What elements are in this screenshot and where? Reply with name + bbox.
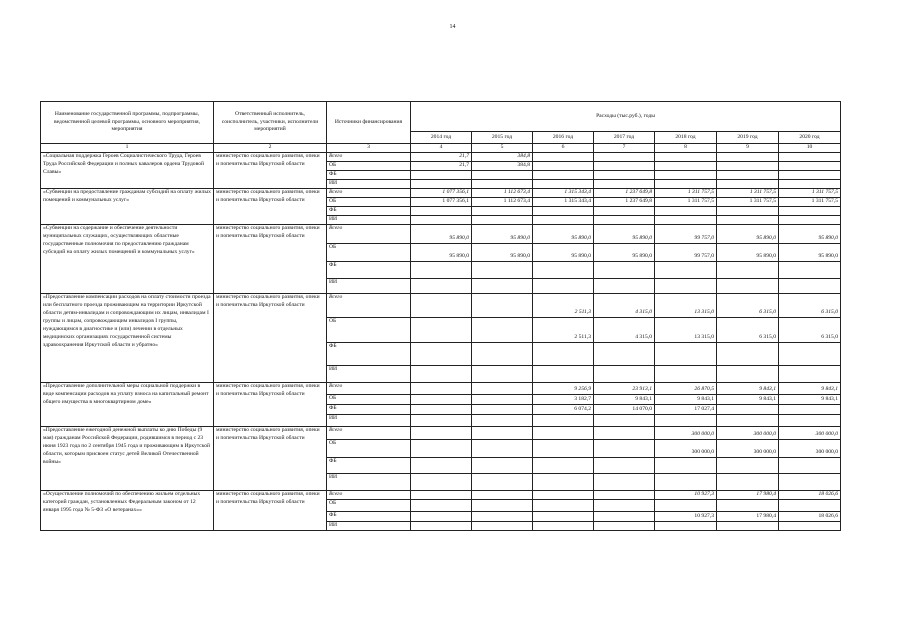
expense-value: 6 315,0 — [717, 317, 779, 342]
funding-source: ОБ — [327, 439, 411, 457]
expense-value — [594, 499, 655, 511]
expense-value: 300 000,0 — [717, 426, 779, 439]
expense-value: 2 511,3 — [533, 317, 594, 342]
expense-value: 1 311 757,5 — [717, 188, 779, 197]
expense-value: 95 890,0 — [411, 224, 472, 243]
funding-source: Всего — [327, 293, 411, 317]
expense-value: 300 000,0 — [655, 439, 717, 457]
funding-source: ИИ — [327, 278, 411, 293]
expense-value — [779, 278, 841, 293]
expense-value: 95 890,0 — [594, 243, 655, 261]
expense-value — [472, 404, 533, 414]
expense-value: 17 980,4 — [717, 490, 779, 499]
expense-value — [472, 511, 533, 521]
expense-value — [717, 342, 779, 365]
column-number: 10 — [779, 144, 841, 153]
expense-value — [411, 521, 472, 530]
expense-value: 1 315 343,4 — [533, 197, 594, 206]
expense-value — [655, 152, 717, 161]
expense-value — [779, 521, 841, 530]
expense-value — [779, 152, 841, 161]
expense-value — [655, 261, 717, 278]
expense-value — [472, 278, 533, 293]
table-row — [41, 426, 841, 439]
expense-value — [594, 457, 655, 473]
expense-value — [655, 161, 717, 170]
column-number: 4 — [411, 144, 472, 153]
expense-value — [411, 457, 472, 473]
expense-value: 1 237 649,8 — [594, 197, 655, 206]
expense-value — [594, 261, 655, 278]
expense-value: 9 843,1 — [717, 394, 779, 404]
expense-value — [594, 490, 655, 499]
expense-value — [717, 261, 779, 278]
expense-value — [594, 215, 655, 224]
expense-value — [533, 179, 594, 188]
expense-value — [533, 521, 594, 530]
expense-value — [472, 499, 533, 511]
expense-value: 9 843,1 — [655, 394, 717, 404]
expense-value — [411, 499, 472, 511]
expense-value — [472, 473, 533, 490]
expense-value: 384,8 — [472, 161, 533, 170]
table-row — [41, 188, 841, 197]
expense-value — [533, 490, 594, 499]
expense-value — [779, 414, 841, 426]
activity-name: «Субвенции на содержание и обеспечение деятельности муниципальных служащих, осуществляющих областные государственные полномочия по предоставлению гражданам субсидий на оплату жилых помещений и коммунальных услуг» — [41, 224, 214, 293]
expense-value — [594, 414, 655, 426]
funding-source: ФБ — [327, 404, 411, 414]
funding-source: ФБ — [327, 206, 411, 215]
expense-value: 17 027,4 — [655, 404, 717, 414]
expense-value — [717, 161, 779, 170]
expense-value — [717, 499, 779, 511]
expense-value: 1 311 757,5 — [779, 188, 841, 197]
expense-value: 95 890,0 — [411, 243, 472, 261]
expense-value — [533, 499, 594, 511]
page-number: 14 — [449, 24, 456, 30]
expense-value: 95 890,0 — [717, 243, 779, 261]
expense-value — [594, 473, 655, 490]
table-row — [41, 224, 841, 243]
budget-table — [40, 101, 841, 531]
expense-value — [594, 206, 655, 215]
column-number: 8 — [655, 144, 717, 153]
expense-value: 13 315,0 — [655, 293, 717, 317]
expense-value — [655, 499, 717, 511]
expense-value — [779, 457, 841, 473]
expense-value: 300 000,0 — [655, 426, 717, 439]
expense-value — [411, 317, 472, 342]
expense-value — [533, 439, 594, 457]
funding-source: Всего — [327, 382, 411, 394]
expense-value — [655, 365, 717, 382]
header-year: 2020 год — [779, 132, 841, 144]
expense-value — [472, 206, 533, 215]
expense-value — [472, 317, 533, 342]
expense-value — [717, 457, 779, 473]
expense-value — [411, 382, 472, 394]
expense-value: 384,8 — [472, 152, 533, 161]
expense-value — [717, 404, 779, 414]
expense-value — [411, 490, 472, 499]
expense-value — [472, 521, 533, 530]
expense-value: 9 843,1 — [779, 382, 841, 394]
expense-value — [717, 206, 779, 215]
expense-value — [411, 215, 472, 224]
expense-value — [533, 426, 594, 439]
responsible-executor: министерство социального развития, опеки и попечительства Иркутской области — [214, 152, 327, 188]
expense-value — [655, 206, 717, 215]
expense-value — [779, 342, 841, 365]
expense-value — [717, 215, 779, 224]
expense-value — [594, 170, 655, 179]
expense-value: 18 026,6 — [779, 511, 841, 521]
expense-value — [655, 179, 717, 188]
expense-value — [779, 499, 841, 511]
expense-value — [533, 161, 594, 170]
expense-value — [411, 342, 472, 365]
expense-value — [472, 293, 533, 317]
funding-source: ОБ — [327, 161, 411, 170]
expense-value — [533, 278, 594, 293]
expense-value — [411, 179, 472, 188]
expense-value — [594, 365, 655, 382]
expense-value — [779, 473, 841, 490]
expense-value — [472, 342, 533, 365]
expense-value — [594, 179, 655, 188]
funding-source: ИИ — [327, 179, 411, 188]
expense-value — [717, 170, 779, 179]
expense-value: 300 000,0 — [779, 439, 841, 457]
activity-name: «Предоставление ежегодной денежной выплаты ко дню Победы (9 мая) гражданам Российской Федерации, родившимся в период с 23 июня 1923 года по 2 сентября 1945 года и проживающим в Иркутской области, которым присвоен статус детей Великой Отечественной войны» — [41, 426, 214, 490]
expense-value: 1 311 757,5 — [655, 197, 717, 206]
expense-value: 6 315,0 — [779, 317, 841, 342]
expense-value: 21,7 — [411, 152, 472, 161]
responsible-executor: министерство социального развития, опеки и попечительства Иркутской области — [214, 426, 327, 490]
expense-value: 1 311 757,5 — [779, 197, 841, 206]
expense-value — [411, 439, 472, 457]
column-number: 7 — [594, 144, 655, 153]
funding-source: ФБ — [327, 511, 411, 521]
funding-source: Всего — [327, 426, 411, 439]
header-year: 2014 год — [411, 132, 472, 144]
expense-value: 18 026,6 — [779, 490, 841, 499]
funding-source: ОБ — [327, 499, 411, 511]
expense-value — [717, 473, 779, 490]
expense-value: 13 315,0 — [655, 317, 717, 342]
header-year: 2017 год — [594, 132, 655, 144]
expense-value — [779, 404, 841, 414]
expense-value: 9 256,9 — [533, 382, 594, 394]
header-program: Наименование государственной программы, подпрограммы, ведомственной целевой программы, основного мероприятия, мероприятия — [41, 102, 214, 144]
expense-value: 3 182,7 — [533, 394, 594, 404]
expense-value: 1 077 356,1 — [411, 197, 472, 206]
expense-value: 1 237 649,8 — [594, 188, 655, 197]
expense-value — [594, 426, 655, 439]
expense-value: 10 927,3 — [655, 490, 717, 499]
activity-name: «Субвенции на предоставление гражданам субсидий на оплату жилых помещений и коммунальных услуг» — [41, 188, 214, 224]
expense-value: 6 315,0 — [779, 293, 841, 317]
expense-value — [779, 215, 841, 224]
expense-value: 1 315 343,4 — [533, 188, 594, 197]
expense-value: 9 843,1 — [594, 394, 655, 404]
expense-value — [594, 161, 655, 170]
responsible-executor: министерство социального развития, опеки и попечительства Иркутской области — [214, 382, 327, 426]
expense-value — [717, 278, 779, 293]
header-year: 2016 год — [533, 132, 594, 144]
expense-value — [533, 414, 594, 426]
header-executor: Ответственный исполнитель, соисполнитель, участники, исполнители мероприятий — [214, 102, 327, 144]
funding-source: ИИ — [327, 521, 411, 530]
responsible-executor: министерство социального развития, опеки и попечительства Иркутской области — [214, 490, 327, 530]
expense-value — [717, 152, 779, 161]
expense-value — [779, 206, 841, 215]
expense-value: 4 315,0 — [594, 293, 655, 317]
expense-value — [472, 426, 533, 439]
expense-value — [533, 215, 594, 224]
funding-source: ИИ — [327, 414, 411, 426]
expense-value — [411, 293, 472, 317]
expense-value — [717, 414, 779, 426]
expense-value — [411, 170, 472, 179]
expense-value — [472, 414, 533, 426]
expense-value: 23 913,1 — [594, 382, 655, 394]
expense-value — [717, 179, 779, 188]
responsible-executor: министерство социального развития, опеки и попечительства Иркутской области — [214, 293, 327, 382]
expense-value: 99 757,0 — [655, 224, 717, 243]
funding-source: Всего — [327, 152, 411, 161]
expense-value: 1 311 757,5 — [717, 197, 779, 206]
expense-value — [411, 394, 472, 404]
expense-value — [472, 365, 533, 382]
table-row — [41, 382, 841, 394]
expense-value — [779, 170, 841, 179]
responsible-executor: министерство социального развития, опеки и попечительства Иркутской области — [214, 224, 327, 293]
expense-value — [411, 426, 472, 439]
header-year: 2018 год — [655, 132, 717, 144]
expense-value — [411, 278, 472, 293]
expense-value: 1 311 757,5 — [655, 188, 717, 197]
expense-value — [594, 342, 655, 365]
activity-name: «Социальная поддержка Героев Социалистического Труда, Героев Труда Российской Федерации и полных кавалеров ордена Трудовой Славы» — [41, 152, 214, 188]
column-number: 2 — [214, 144, 327, 153]
expense-value — [472, 439, 533, 457]
expense-value — [411, 365, 472, 382]
expense-value — [594, 521, 655, 530]
table-row — [41, 152, 841, 161]
expense-value — [533, 170, 594, 179]
expense-value — [472, 382, 533, 394]
funding-source: Всего — [327, 490, 411, 499]
expense-value: 95 890,0 — [779, 243, 841, 261]
expense-value — [779, 179, 841, 188]
activity-name: «Предоставление дополнительной меры социальной поддержки в виде компенсации расходов на уплату взноса на капитальный ремонт общего имущества в многоквартирном доме» — [41, 382, 214, 426]
expense-value: 2 511,3 — [533, 293, 594, 317]
expense-value — [655, 170, 717, 179]
expense-value: 95 890,0 — [717, 224, 779, 243]
column-number: 3 — [327, 144, 411, 153]
column-number: 5 — [472, 144, 533, 153]
expense-value — [655, 473, 717, 490]
expense-value: 1 112 673,4 — [472, 197, 533, 206]
table-body — [41, 152, 841, 530]
expense-value — [411, 511, 472, 521]
expense-value: 95 890,0 — [594, 224, 655, 243]
funding-source: ФБ — [327, 342, 411, 365]
expense-value: 95 890,0 — [472, 224, 533, 243]
expense-value — [533, 206, 594, 215]
expense-value — [533, 365, 594, 382]
expense-value: 9 843,1 — [779, 394, 841, 404]
column-number-row — [41, 144, 841, 153]
column-number: 1 — [41, 144, 214, 153]
expense-value — [594, 511, 655, 521]
expense-value — [533, 261, 594, 278]
funding-source: ИИ — [327, 365, 411, 382]
expense-value: 95 890,0 — [533, 224, 594, 243]
expense-value: 17 980,4 — [717, 511, 779, 521]
expense-value — [533, 473, 594, 490]
expense-value: 10 927,3 — [655, 511, 717, 521]
funding-source: ФБ — [327, 261, 411, 278]
expense-value: 6 315,0 — [717, 293, 779, 317]
header-expenses: Расходы (тыс.руб.), годы — [411, 102, 841, 132]
expense-value: 95 890,0 — [533, 243, 594, 261]
funding-source: ФБ — [327, 457, 411, 473]
column-number: 6 — [533, 144, 594, 153]
expense-value: 1 112 673,4 — [472, 188, 533, 197]
expense-value: 300 000,0 — [717, 439, 779, 457]
expense-value — [655, 414, 717, 426]
expense-value — [472, 457, 533, 473]
header-year: 2019 год — [717, 132, 779, 144]
expense-value — [779, 365, 841, 382]
funding-source: Всего — [327, 188, 411, 197]
expense-value — [411, 206, 472, 215]
funding-source: ИИ — [327, 473, 411, 490]
column-number: 9 — [717, 144, 779, 153]
expense-value: 9 843,1 — [717, 382, 779, 394]
expense-value: 4 315,0 — [594, 317, 655, 342]
expense-value — [594, 152, 655, 161]
header-sources: Источники финансирования — [327, 102, 411, 144]
activity-name: «Предоставление компенсации расходов на оплату стоимости проезда или бесплатного проезда проживающим на территории Иркутской области детям-инвалидам и сопровождающим их лицам, инвалидам I группы и лицам, сопровождающим инвалидов I группы, нуждающимся в диагностике и (или) лечении в отдельных медицинских организациях государственной системы здравоохранения Иркутской области и убратно» — [41, 293, 214, 382]
expense-value — [655, 215, 717, 224]
expense-value — [472, 490, 533, 499]
expense-value — [779, 161, 841, 170]
funding-source: ИИ — [327, 215, 411, 224]
expense-value — [411, 404, 472, 414]
expense-value — [472, 394, 533, 404]
funding-source: ОБ — [327, 394, 411, 404]
expense-value — [472, 215, 533, 224]
expense-value — [655, 278, 717, 293]
responsible-executor: министерство социального развития, опеки и попечительства Иркутской области — [214, 188, 327, 224]
expense-value: 6 074,2 — [533, 404, 594, 414]
expense-value — [594, 278, 655, 293]
expense-value — [717, 521, 779, 530]
expense-value: 95 890,0 — [472, 243, 533, 261]
funding-source: ОБ — [327, 197, 411, 206]
expense-value: 300 000,0 — [779, 426, 841, 439]
expense-value — [472, 179, 533, 188]
expense-value — [411, 473, 472, 490]
expense-value — [779, 261, 841, 278]
expense-value — [411, 414, 472, 426]
expense-value — [533, 511, 594, 521]
expense-value — [655, 521, 717, 530]
funding-source: ОБ — [327, 317, 411, 342]
expense-value — [472, 261, 533, 278]
expense-value — [594, 439, 655, 457]
expense-value — [655, 457, 717, 473]
funding-source: ФБ — [327, 170, 411, 179]
expense-value — [411, 261, 472, 278]
expense-value — [533, 342, 594, 365]
expense-value: 14 070,0 — [594, 404, 655, 414]
expense-value — [717, 365, 779, 382]
expense-value — [533, 152, 594, 161]
expense-value: 26 870,5 — [655, 382, 717, 394]
table-row — [41, 490, 841, 499]
activity-name: «Осуществление полномочий по обеспечению жильем отдельных категорий граждан, установленных Федеральным законом от 12 января 1995 года № 5-ФЗ «О ветеранах»» — [41, 490, 214, 530]
expense-value: 95 890,0 — [779, 224, 841, 243]
expense-value — [533, 457, 594, 473]
expense-value: 1 077 356,1 — [411, 188, 472, 197]
expense-value: 99 757,0 — [655, 243, 717, 261]
expense-value — [655, 342, 717, 365]
expense-value — [472, 170, 533, 179]
funding-source: Всего — [327, 224, 411, 243]
expense-value: 21,7 — [411, 161, 472, 170]
table-row — [41, 293, 841, 317]
funding-source: ОБ — [327, 243, 411, 261]
header-year: 2015 год — [472, 132, 533, 144]
